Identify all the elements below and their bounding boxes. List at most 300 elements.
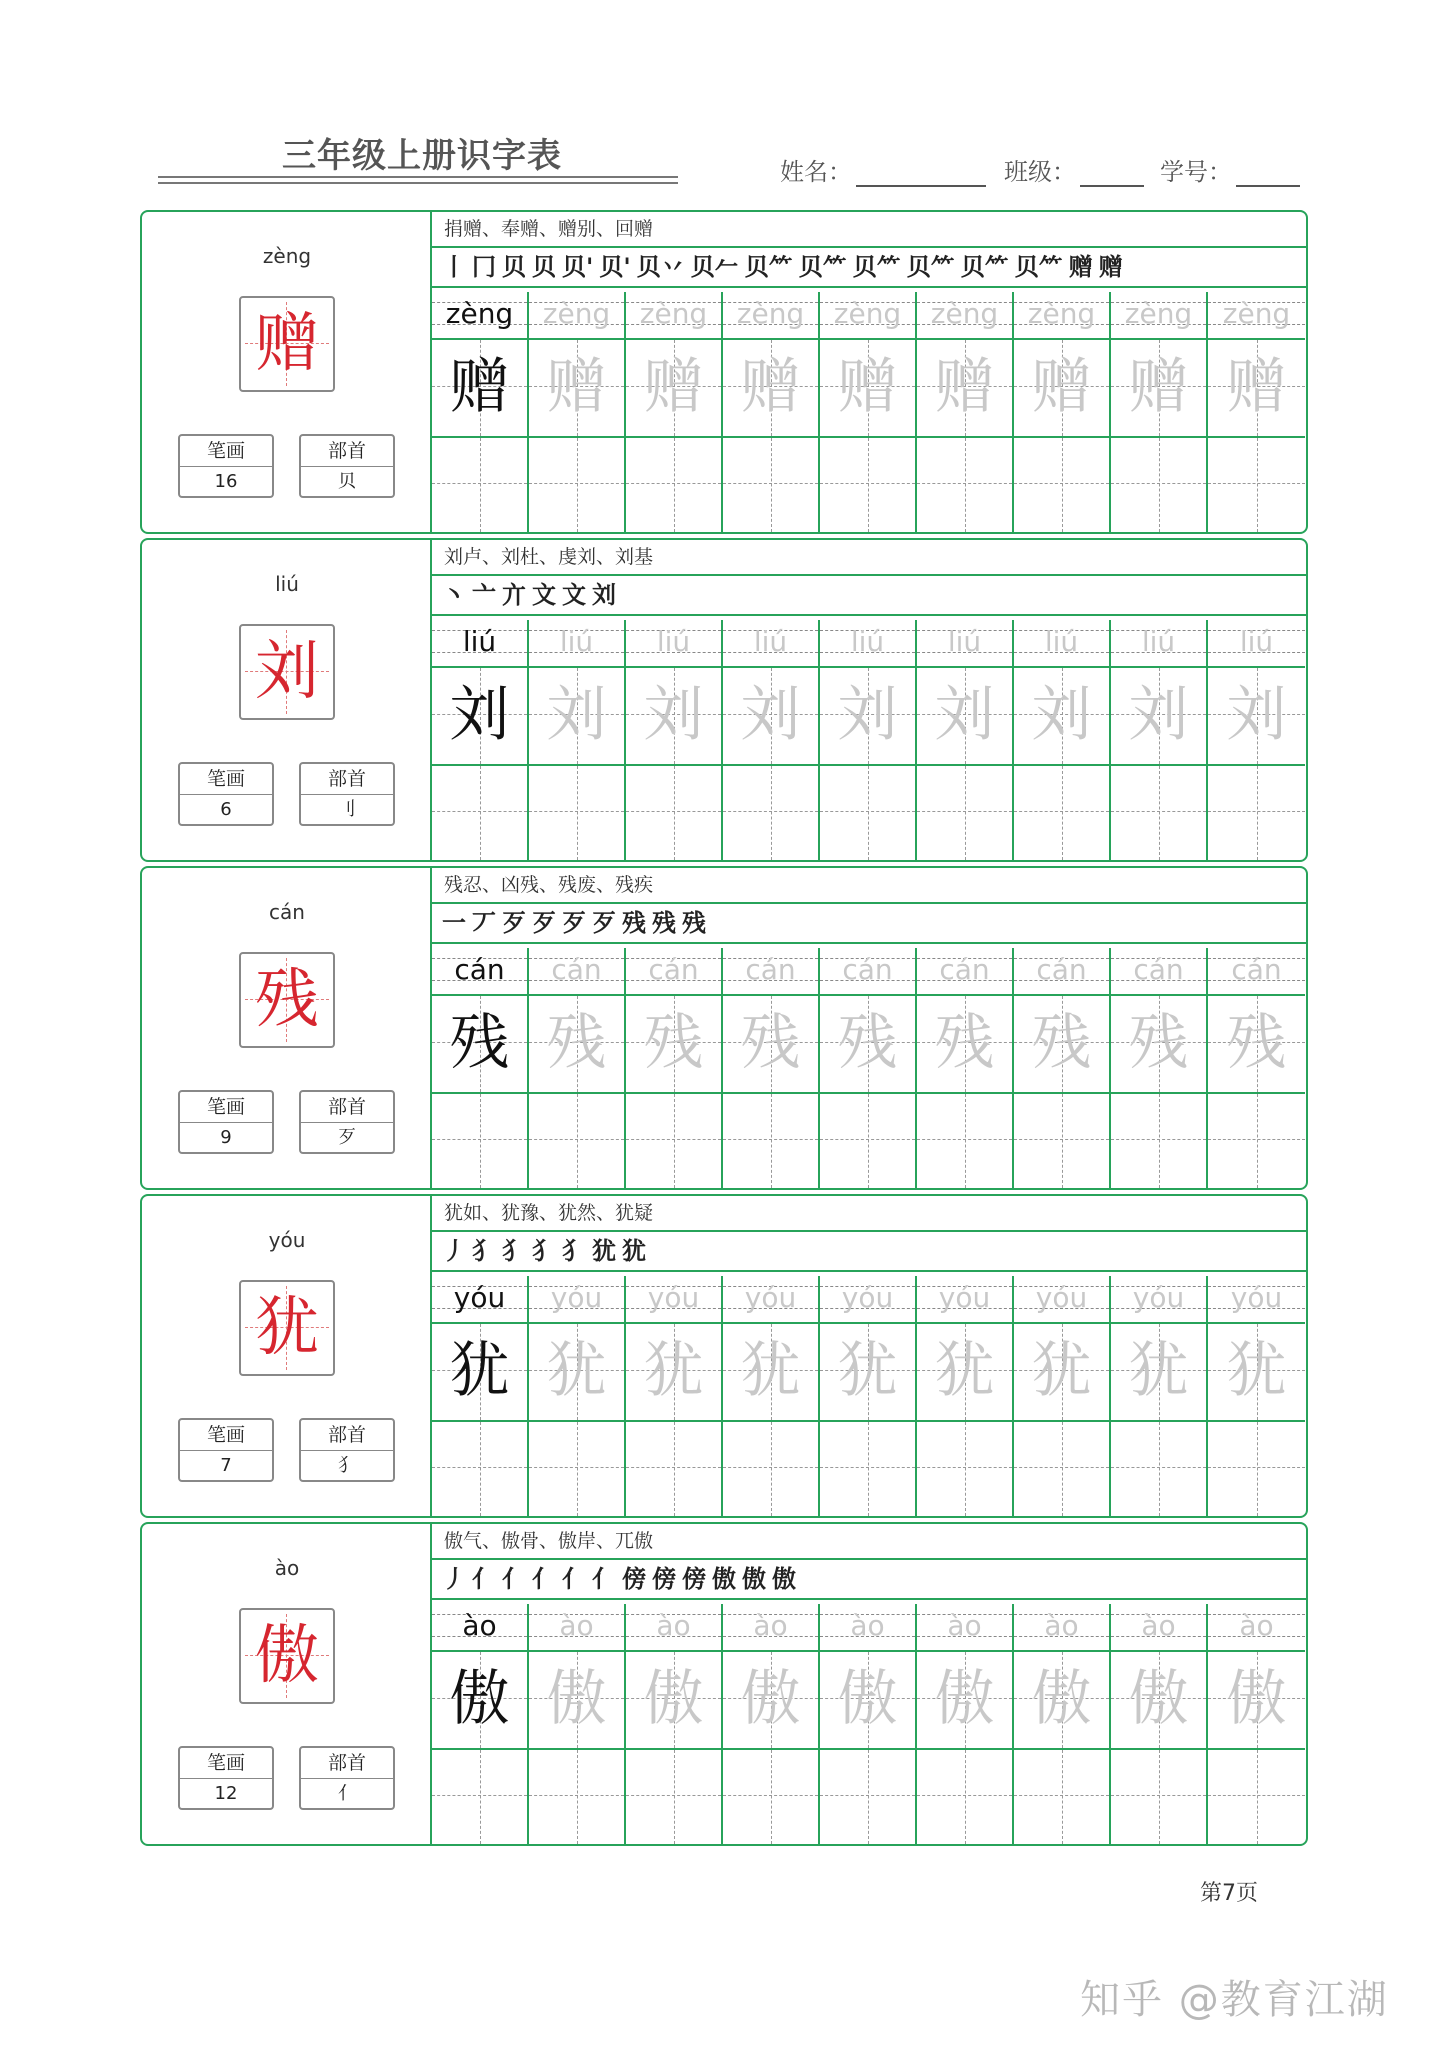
character-practice: 刘 bbox=[1128, 680, 1189, 750]
practice-column bbox=[432, 292, 529, 532]
stroke-step: 贝⺮ bbox=[852, 253, 901, 281]
pinyin-practice: cán bbox=[1133, 953, 1184, 986]
character-practice: 残 bbox=[643, 1008, 704, 1078]
pinyin-cell bbox=[626, 1604, 721, 1652]
practice-column bbox=[820, 292, 917, 532]
stroke-step: 傍 bbox=[652, 1565, 676, 1593]
pinyin-practice: cán bbox=[745, 953, 796, 986]
stroke-count-label: 笔画 bbox=[180, 764, 272, 795]
pinyin-cell bbox=[529, 620, 624, 668]
practice-column bbox=[723, 292, 820, 532]
character-cell bbox=[1208, 996, 1305, 1094]
practice-grid bbox=[432, 948, 1306, 1188]
name-label: 姓名： bbox=[780, 158, 852, 186]
character-practice: 残 bbox=[546, 1008, 607, 1078]
character-cell bbox=[1111, 1324, 1206, 1422]
character-cell bbox=[1014, 668, 1109, 766]
character-practice: 傲 bbox=[837, 1664, 898, 1734]
stroke-step: 亻 bbox=[472, 1565, 496, 1593]
pinyin-practice: liú bbox=[753, 625, 788, 658]
character-cell bbox=[820, 668, 915, 766]
practice-column bbox=[723, 1276, 820, 1516]
character-practice: 傲 bbox=[1226, 1664, 1287, 1734]
character-practice: 刘 bbox=[740, 680, 801, 750]
pinyin-practice: liú bbox=[656, 625, 691, 658]
practice-column bbox=[1208, 948, 1305, 1188]
practice-column bbox=[917, 948, 1014, 1188]
pinyin-cell bbox=[1014, 1276, 1109, 1324]
radical-box bbox=[299, 762, 395, 826]
character-practice: 傲 bbox=[934, 1664, 995, 1734]
practice-column bbox=[917, 1276, 1014, 1516]
blank-cell[interactable] bbox=[626, 1750, 721, 1844]
character-info bbox=[142, 1196, 432, 1516]
character-cell bbox=[529, 668, 624, 766]
practice-column bbox=[1014, 948, 1111, 1188]
pinyin-cell bbox=[917, 620, 1012, 668]
stroke-step: 残 bbox=[652, 909, 676, 937]
practice-column bbox=[626, 1276, 723, 1516]
character-cell bbox=[917, 668, 1012, 766]
stroke-step: 歹 bbox=[532, 909, 556, 937]
blank-cell[interactable] bbox=[529, 1094, 624, 1188]
character-cell bbox=[626, 996, 721, 1094]
pinyin-practice: yóu bbox=[744, 1281, 797, 1314]
name-field[interactable] bbox=[780, 152, 986, 187]
stroke-step: 犭 bbox=[532, 1237, 556, 1265]
pinyin-practice: liú bbox=[947, 625, 982, 658]
character-practice: 刘 bbox=[934, 680, 995, 750]
character-info bbox=[142, 868, 432, 1188]
character-practice: 傲 bbox=[449, 1664, 510, 1734]
word-list: 犹如、犹豫、犹然、犹疑 bbox=[432, 1196, 1306, 1232]
title-underline-2 bbox=[158, 182, 678, 184]
pinyin-practice: ào bbox=[850, 1609, 885, 1642]
practice-column bbox=[1014, 620, 1111, 860]
pinyin-practice: zèng bbox=[445, 297, 514, 330]
pinyin: yóu bbox=[268, 1228, 306, 1252]
pinyin-practice: ào bbox=[1044, 1609, 1079, 1642]
blank-cell[interactable] bbox=[820, 1750, 915, 1844]
pinyin-cell bbox=[917, 292, 1012, 340]
stroke-step: 贝⺮ bbox=[906, 253, 955, 281]
blank-cell[interactable] bbox=[432, 1750, 527, 1844]
stroke-step: 贝' bbox=[562, 253, 594, 281]
stroke-step: 傲 bbox=[712, 1565, 736, 1593]
blank-cell[interactable] bbox=[626, 1094, 721, 1188]
practice-column bbox=[723, 948, 820, 1188]
character-practice: 犹 bbox=[740, 1336, 801, 1406]
radical-box bbox=[299, 1090, 395, 1154]
blank-cell[interactable] bbox=[432, 438, 527, 532]
character-practice: 傲 bbox=[546, 1664, 607, 1734]
character-cell bbox=[917, 996, 1012, 1094]
radical-label: 部首 bbox=[301, 436, 393, 467]
character-cell bbox=[723, 340, 818, 438]
blank-cell[interactable] bbox=[432, 766, 527, 860]
character-cell bbox=[432, 996, 527, 1094]
title-underline bbox=[158, 176, 678, 178]
blank-cell[interactable] bbox=[917, 766, 1012, 860]
pinyin-cell bbox=[432, 948, 527, 996]
stroke-step: 犭 bbox=[502, 1237, 526, 1265]
pinyin-practice: ào bbox=[1239, 1609, 1274, 1642]
radical-box bbox=[299, 1746, 395, 1810]
character-practice: 犹 bbox=[546, 1336, 607, 1406]
practice-grid bbox=[432, 292, 1306, 532]
character-cell bbox=[1014, 1652, 1109, 1750]
stroke-step: 傲 bbox=[742, 1565, 766, 1593]
blank-cell[interactable] bbox=[432, 1094, 527, 1188]
practice-grid bbox=[432, 620, 1306, 860]
blank-cell[interactable] bbox=[1208, 766, 1305, 860]
blank-cell[interactable] bbox=[1111, 766, 1206, 860]
pinyin-practice: yóu bbox=[1035, 1281, 1088, 1314]
character-cell bbox=[723, 1652, 818, 1750]
character: 刘 bbox=[255, 635, 319, 709]
practice-column bbox=[1111, 292, 1208, 532]
pinyin-cell bbox=[1014, 292, 1109, 340]
practice-grid bbox=[432, 1604, 1306, 1844]
character-practice: 残 bbox=[740, 1008, 801, 1078]
pinyin-practice: zèng bbox=[736, 297, 805, 330]
pinyin-practice: yóu bbox=[938, 1281, 991, 1314]
practice-column bbox=[820, 1276, 917, 1516]
blank-cell[interactable] bbox=[529, 1422, 624, 1516]
pinyin-practice: ào bbox=[559, 1609, 594, 1642]
character-cell bbox=[1111, 1652, 1206, 1750]
stroke-step: 赠 bbox=[1068, 253, 1093, 281]
pinyin-cell bbox=[1111, 292, 1206, 340]
stroke-count-box bbox=[178, 434, 274, 498]
character-card bbox=[140, 1522, 1308, 1846]
practice-column bbox=[432, 1604, 529, 1844]
radical-label: 部首 bbox=[301, 1092, 393, 1123]
blank-cell[interactable] bbox=[820, 766, 915, 860]
class-line[interactable] bbox=[1080, 159, 1144, 187]
blank-cell[interactable] bbox=[1014, 438, 1109, 532]
blank-cell[interactable] bbox=[529, 1750, 624, 1844]
blank-cell[interactable] bbox=[723, 438, 818, 532]
stroke-step: 文 bbox=[532, 581, 556, 609]
practice-area bbox=[432, 1196, 1306, 1516]
character-cell bbox=[626, 1652, 721, 1750]
pinyin-cell bbox=[432, 292, 527, 340]
pinyin-cell bbox=[820, 1276, 915, 1324]
pinyin-practice: cán bbox=[648, 953, 699, 986]
word-list: 傲气、傲骨、傲岸、兀傲 bbox=[432, 1524, 1306, 1560]
practice-column bbox=[432, 1276, 529, 1516]
blank-cell[interactable] bbox=[1014, 1422, 1109, 1516]
stroke-step: 残 bbox=[682, 909, 706, 937]
character-practice: 刘 bbox=[1031, 680, 1092, 750]
blank-cell[interactable] bbox=[626, 1422, 721, 1516]
blank-cell[interactable] bbox=[723, 766, 818, 860]
stroke-step: 傍 bbox=[682, 1565, 706, 1593]
character-cell bbox=[1014, 1324, 1109, 1422]
character-cell bbox=[626, 1324, 721, 1422]
character-practice: 傲 bbox=[1031, 1664, 1092, 1734]
stroke-step: 亣 bbox=[502, 581, 526, 609]
blank-cell[interactable] bbox=[1014, 1094, 1109, 1188]
pinyin: liú bbox=[275, 572, 299, 596]
blank-cell[interactable] bbox=[1111, 1422, 1206, 1516]
pinyin-practice: liú bbox=[1239, 625, 1274, 658]
practice-column bbox=[1208, 620, 1305, 860]
blank-cell[interactable] bbox=[723, 1094, 818, 1188]
character-practice: 犹 bbox=[1128, 1336, 1189, 1406]
character-box bbox=[239, 952, 335, 1048]
number-line[interactable] bbox=[1236, 159, 1300, 187]
radical-label: 部首 bbox=[301, 1420, 393, 1451]
character-box bbox=[239, 1280, 335, 1376]
blank-cell[interactable] bbox=[1208, 1094, 1305, 1188]
stroke-step: 贝⺮ bbox=[1014, 253, 1063, 281]
stroke-step: 贝' bbox=[599, 253, 631, 281]
stroke-count-box bbox=[178, 1090, 274, 1154]
character-practice: 赠 bbox=[643, 352, 704, 422]
blank-cell[interactable] bbox=[820, 1422, 915, 1516]
radical: 贝 bbox=[338, 471, 356, 492]
pinyin-practice: zèng bbox=[1222, 297, 1291, 330]
character-card bbox=[140, 1194, 1308, 1518]
character-cell bbox=[820, 1324, 915, 1422]
blank-cell[interactable] bbox=[1111, 1094, 1206, 1188]
pinyin-cell bbox=[432, 1604, 527, 1652]
stroke-count: 12 bbox=[214, 1783, 238, 1804]
stroke-step: 贝𠂉 bbox=[690, 253, 739, 281]
blank-cell[interactable] bbox=[820, 438, 915, 532]
character-practice: 残 bbox=[1128, 1008, 1189, 1078]
character-practice: 赠 bbox=[1031, 352, 1092, 422]
pinyin-cell bbox=[432, 620, 527, 668]
pinyin-cell bbox=[723, 620, 818, 668]
pinyin-cell bbox=[1111, 1604, 1206, 1652]
blank-cell[interactable] bbox=[1014, 1750, 1109, 1844]
pinyin-cell bbox=[626, 292, 721, 340]
blank-cell[interactable] bbox=[1014, 766, 1109, 860]
pinyin-cell bbox=[529, 1276, 624, 1324]
blank-cell[interactable] bbox=[529, 766, 624, 860]
blank-cell[interactable] bbox=[820, 1094, 915, 1188]
stroke-step: 亠 bbox=[472, 581, 496, 609]
practice-column bbox=[820, 948, 917, 1188]
character-practice: 刘 bbox=[837, 680, 898, 750]
page-number: 第7页 bbox=[1200, 1881, 1258, 1906]
character: 傲 bbox=[255, 1619, 319, 1693]
stroke-step: 刘 bbox=[592, 581, 616, 609]
pinyin-practice: zèng bbox=[639, 297, 708, 330]
blank-cell[interactable] bbox=[917, 1422, 1012, 1516]
pinyin-practice: ào bbox=[753, 1609, 788, 1642]
practice-column bbox=[1111, 1276, 1208, 1516]
pinyin-practice: zèng bbox=[930, 297, 999, 330]
blank-cell[interactable] bbox=[432, 1422, 527, 1516]
character-cell bbox=[723, 1324, 818, 1422]
blank-cell[interactable] bbox=[1208, 438, 1305, 532]
character-practice: 刘 bbox=[1226, 680, 1287, 750]
practice-column bbox=[432, 948, 529, 1188]
character-practice: 残 bbox=[1031, 1008, 1092, 1078]
stroke-step: 贝⺮ bbox=[744, 253, 793, 281]
character: 残 bbox=[255, 963, 319, 1037]
pinyin-practice: yóu bbox=[647, 1281, 700, 1314]
practice-column bbox=[1208, 292, 1305, 532]
stroke-count: 6 bbox=[220, 799, 232, 820]
radical-label: 部首 bbox=[301, 1748, 393, 1779]
character-practice: 犹 bbox=[837, 1336, 898, 1406]
blank-cell[interactable] bbox=[917, 438, 1012, 532]
stroke-count: 16 bbox=[214, 471, 238, 492]
stroke-count-box bbox=[178, 1418, 274, 1482]
blank-cell[interactable] bbox=[626, 766, 721, 860]
stroke-step: 犭 bbox=[562, 1237, 586, 1265]
character-cell bbox=[432, 340, 527, 438]
practice-column bbox=[1014, 1604, 1111, 1844]
stroke-step: 贝 bbox=[532, 253, 556, 281]
character-practice: 赠 bbox=[1226, 352, 1287, 422]
character-cell bbox=[432, 668, 527, 766]
practice-column bbox=[1014, 1276, 1111, 1516]
watermark: 知乎 @教育江湖 bbox=[1080, 1977, 1389, 2023]
practice-column bbox=[917, 292, 1014, 532]
stroke-order bbox=[432, 904, 1306, 944]
character-info bbox=[142, 540, 432, 860]
pinyin-practice: yóu bbox=[550, 1281, 603, 1314]
character-cell bbox=[1111, 996, 1206, 1094]
stroke-step: 亻 bbox=[562, 1565, 586, 1593]
stroke-step: 歹 bbox=[592, 909, 616, 937]
character: 赠 bbox=[255, 307, 319, 381]
blank-cell[interactable] bbox=[529, 438, 624, 532]
class-field[interactable] bbox=[1004, 152, 1144, 187]
practice-column bbox=[529, 1604, 626, 1844]
character-cell bbox=[529, 1324, 624, 1422]
blank-cell[interactable] bbox=[917, 1094, 1012, 1188]
name-line[interactable] bbox=[856, 159, 986, 187]
blank-cell[interactable] bbox=[626, 438, 721, 532]
blank-cell[interactable] bbox=[1111, 1750, 1206, 1844]
character-cell bbox=[1014, 340, 1109, 438]
pinyin-practice: cán bbox=[551, 953, 602, 986]
pinyin-practice: ào bbox=[1141, 1609, 1176, 1642]
pinyin-practice: cán bbox=[842, 953, 893, 986]
stroke-count: 7 bbox=[220, 1455, 232, 1476]
character-cell bbox=[1208, 1652, 1305, 1750]
stroke-order bbox=[432, 248, 1306, 288]
stroke-step: 一 bbox=[442, 909, 466, 937]
stroke-step: 丿 bbox=[442, 1565, 466, 1593]
pinyin-cell bbox=[1014, 1604, 1109, 1652]
pinyin-practice: zèng bbox=[1027, 297, 1096, 330]
character-cell bbox=[723, 996, 818, 1094]
practice-area bbox=[432, 1524, 1306, 1844]
radical-box bbox=[299, 1418, 395, 1482]
stroke-step: 残 bbox=[622, 909, 646, 937]
character: 犹 bbox=[255, 1291, 319, 1365]
stroke-step: 犭 bbox=[472, 1237, 496, 1265]
character-practice: 残 bbox=[934, 1008, 995, 1078]
stroke-step: 文 bbox=[562, 581, 586, 609]
pinyin-cell bbox=[529, 292, 624, 340]
character-practice: 残 bbox=[1226, 1008, 1287, 1078]
stroke-step: 歹 bbox=[502, 909, 526, 937]
stroke-step: 丿 bbox=[442, 1237, 466, 1265]
radical: 犭 bbox=[338, 1455, 356, 1476]
character-practice: 残 bbox=[837, 1008, 898, 1078]
practice-column bbox=[820, 620, 917, 860]
practice-column bbox=[432, 620, 529, 860]
pinyin-cell bbox=[723, 1604, 818, 1652]
stroke-count-box bbox=[178, 1746, 274, 1810]
blank-cell[interactable] bbox=[723, 1750, 818, 1844]
character-info bbox=[142, 212, 432, 532]
pinyin-practice: zèng bbox=[542, 297, 611, 330]
pinyin-cell bbox=[626, 620, 721, 668]
practice-column bbox=[917, 620, 1014, 860]
stroke-step: 贝 bbox=[502, 253, 526, 281]
blank-cell[interactable] bbox=[723, 1422, 818, 1516]
character-practice: 刘 bbox=[546, 680, 607, 750]
character-cell bbox=[917, 340, 1012, 438]
character-cell bbox=[723, 668, 818, 766]
character-cell bbox=[529, 1652, 624, 1750]
blank-cell[interactable] bbox=[1111, 438, 1206, 532]
stroke-step: 傍 bbox=[622, 1565, 646, 1593]
word-list: 捐赠、奉赠、赠别、回赠 bbox=[432, 212, 1306, 248]
pinyin-practice: ào bbox=[947, 1609, 982, 1642]
character-info bbox=[142, 1524, 432, 1844]
pinyin-cell bbox=[1208, 292, 1305, 340]
practice-column bbox=[529, 948, 626, 1188]
character-cell bbox=[1208, 340, 1305, 438]
practice-area bbox=[432, 540, 1306, 860]
blank-cell[interactable] bbox=[917, 1750, 1012, 1844]
blank-cell[interactable] bbox=[1208, 1422, 1305, 1516]
pinyin-cell bbox=[1111, 620, 1206, 668]
character-cell bbox=[917, 1324, 1012, 1422]
stroke-count-label: 笔画 bbox=[180, 1420, 272, 1451]
pinyin-cell bbox=[723, 1276, 818, 1324]
blank-cell[interactable] bbox=[1208, 1750, 1305, 1844]
number-field[interactable] bbox=[1160, 152, 1300, 187]
character-cell bbox=[1111, 340, 1206, 438]
pinyin-practice: cán bbox=[1036, 953, 1087, 986]
stroke-step: 犹 bbox=[622, 1237, 646, 1265]
character-practice: 赠 bbox=[1128, 352, 1189, 422]
number-label: 学号： bbox=[1160, 158, 1232, 186]
character-practice: 赠 bbox=[449, 352, 510, 422]
practice-column bbox=[1111, 948, 1208, 1188]
character-box bbox=[239, 296, 335, 392]
stroke-step: 贝⺮ bbox=[960, 253, 1009, 281]
practice-column bbox=[626, 292, 723, 532]
pinyin-practice: yóu bbox=[841, 1281, 894, 1314]
character-practice: 赠 bbox=[740, 352, 801, 422]
header bbox=[0, 0, 1440, 200]
stroke-step: 犹 bbox=[592, 1237, 616, 1265]
stroke-step: 丶 bbox=[442, 581, 466, 609]
pinyin: cán bbox=[269, 900, 305, 924]
stroke-count-label: 笔画 bbox=[180, 1092, 272, 1123]
practice-area bbox=[432, 868, 1306, 1188]
radical-label: 部首 bbox=[301, 764, 393, 795]
character-cell bbox=[529, 996, 624, 1094]
pinyin-cell bbox=[917, 948, 1012, 996]
character-cell bbox=[529, 340, 624, 438]
stroke-step: 亻 bbox=[502, 1565, 526, 1593]
practice-column bbox=[1111, 1604, 1208, 1844]
